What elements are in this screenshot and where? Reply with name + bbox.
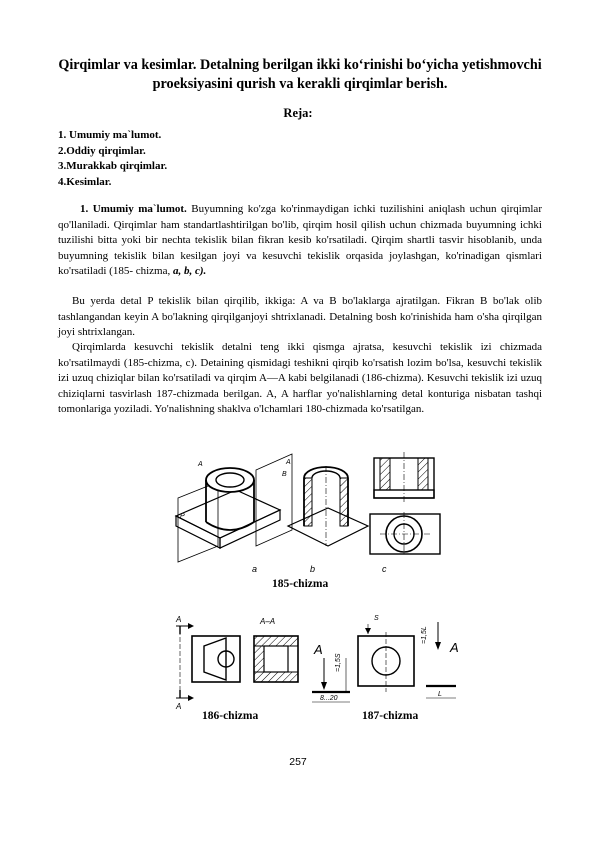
caption-186: 186-chizma	[202, 710, 259, 722]
paragraph-intro	[58, 202, 542, 280]
plan-item: 4.Kesimlar.	[58, 175, 112, 188]
paragraph-text: Buyumning ko'zga ko'rinmaydigan ichki tuzilishini aniqlash uchun qirqimlar qo'llaniladi. Qirqimlar ham standartlashtirilgan bo'lib, qirqim hosil qilish uchun chizmada buyumning ichki tuzilishi bitta yoki bir nechta tekislik bilan fikran kesib ko'rsatiladi. Qirqim shartli tasvir hisoblanib, unda buyumning tekislik bilan kesilgan joyi va kesuvchi tekislik orqasida joylashgan, ko'rinadigan qismlari ko'rsatiladi (185- chizma,	[58, 203, 542, 278]
page-number: 257	[289, 756, 307, 768]
page-title: Qirqimlar va kesimlar. Detalning berilgan ikki ko‘rinishi bo‘yicha yetishmovchi proeksiyasini qurish va kerakli qirqimlar berish.	[58, 57, 542, 92]
label-a2: A	[286, 459, 291, 466]
label-a-right: A	[450, 640, 459, 655]
label-section-aa: A–A	[260, 617, 276, 626]
figure-185	[168, 446, 448, 576]
plane-p-shape	[178, 482, 218, 562]
plan-item: 1. Umumiy ma`lumot.	[58, 129, 162, 141]
label-a-top: A	[176, 615, 182, 624]
paragraph-lead: 1. Umumiy ma`lumot.	[80, 203, 187, 215]
label-a-bottom: A	[176, 702, 182, 710]
dim-label-3: 8...20	[320, 695, 338, 702]
plan-item: 3.Murakkab qirqimlar.	[58, 160, 168, 172]
figure-186	[170, 610, 310, 710]
label-b-small: b	[310, 564, 316, 574]
label-b: B	[282, 471, 287, 478]
label-a: a	[252, 564, 258, 574]
plan-item: 2.Oddiy qirqimlar.	[58, 144, 146, 157]
figure-187	[310, 612, 480, 710]
dim-label-2: S	[374, 615, 379, 622]
paragraph-italic-ref: a, b, c).	[173, 265, 207, 278]
plan-list	[58, 128, 167, 190]
label-c: c	[382, 564, 387, 574]
label-a1: A	[198, 461, 203, 468]
caption-187: 187-chizma	[362, 710, 419, 722]
caption-185: 185-chizma	[272, 578, 329, 590]
paragraph-2: Bu yerda detal P tekislik bilan qirqilib, ikkiga: A va B bo'laklarga ajratilgan. Fikran B bo'lak olib tashlangandan keyin A bo'lakning qirqilganjoyi shtrixlanadi. Detalning bosh ko'rinishida ham o'sha qirqilgan joyi shtrixlangan.	[58, 295, 542, 339]
paragraph-3: Qirqimlarda kesuvchi tekislik detalni teng ikki qismga ajratsa, kesuvchi tekislik izi chizmada ko'rsatilmaydi (185-chizma, c). Detaining qismidagi teshikni qirqib ko'rsatish lozim bo'lsa, kesuvchi tekislik izi uzuq chiziqlar bilan ko'rsatiladi va qirqim A—A kabi belgilanadi (186-chizma). Kesuvchi tekislik izi uzuq chiziqlarni tasvirlash 187-chizmada berilgan. A, A harflar yo'nalishlarning detal konturiga nisbatan tashqi tomonlariga yoziladi. Yo'nalishning shaklva o'lchamlari 180-chizmada ko'rsatilgan.	[58, 341, 542, 416]
dim-label-5: L	[438, 691, 442, 698]
label-a-left: A	[314, 642, 323, 657]
dim-label-4: =1,5L	[421, 626, 428, 644]
part-outline-shape	[192, 636, 240, 682]
label-p: P	[180, 513, 185, 520]
dim-label-1: =1,5S	[335, 653, 342, 672]
plan-heading: Reja:	[283, 106, 313, 120]
